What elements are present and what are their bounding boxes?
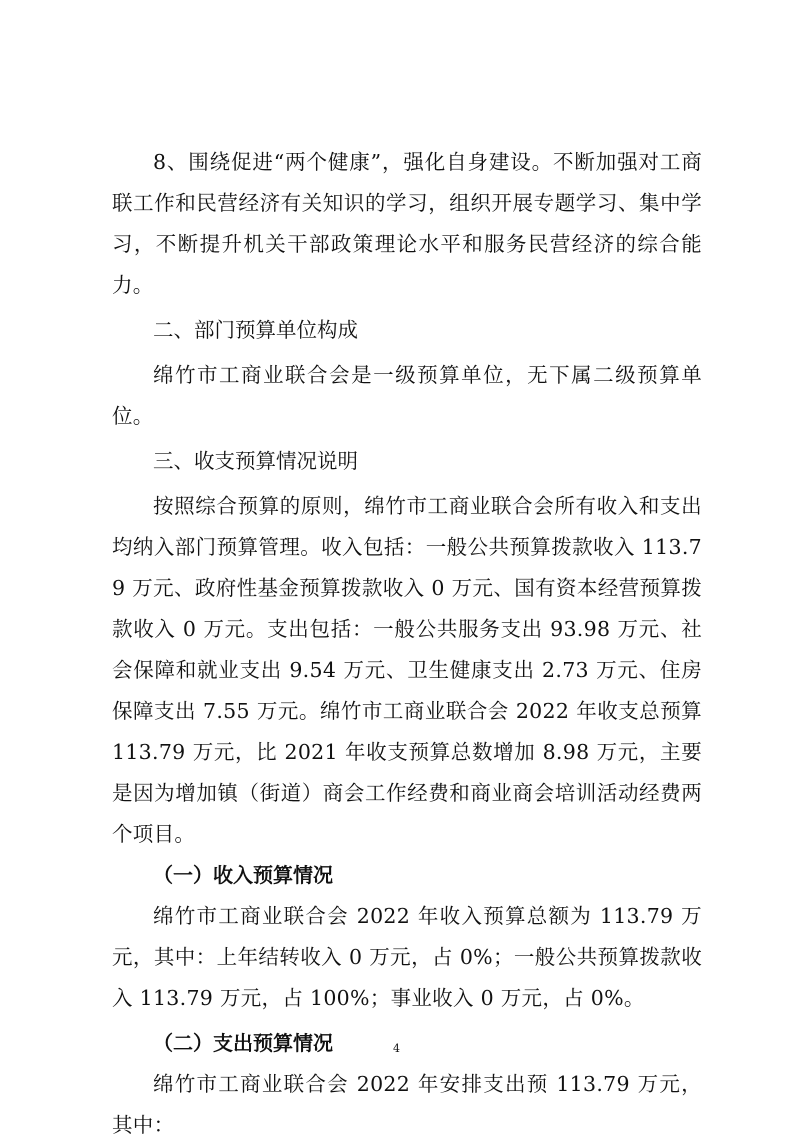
page-number: 4 — [393, 1042, 400, 1055]
subheading-expense-budget: （二）支出预算情况 — [153, 1031, 333, 1055]
paragraph-budget-units: 绵竹市工商业联合会是一级预算单位，无下属二级预算单位。 — [112, 363, 702, 428]
section-heading-budget-units: 二、部门预算单位构成 — [153, 318, 358, 342]
section-heading-budget-explanation: 三、收支预算情况说明 — [153, 449, 358, 473]
document-body — [112, 142, 702, 1146]
subheading-income-budget: （一）收入预算情况 — [153, 863, 333, 887]
paragraph-item-8: 8、围绕促进“两个健康”，强化自身建设。不断加强对工商联工作和民营经济有关知识的学习，组织开展专题学习、集中学习，不断提升机关干部政策理论水平和服务民营经济的综合能力。 — [112, 150, 702, 297]
paragraph-expense-budget: 绵竹市工商业联合会 2022 年安排支出预 113.79 万元，其中： — [112, 1072, 702, 1137]
paragraph-income-budget: 绵竹市工商业联合会 2022 年收入预算总额为 113.79 万元，其中：上年结转收入 0 万元，占 0%；一般公共预算拨款收入 113.79 万元，占 100%；事业收入 0 万元，占 0%。 — [112, 904, 702, 1010]
paragraph-budget-overview: 按照综合预算的原则，绵竹市工商业联合会所有收入和支出均纳入部门预算管理。收入包括：一般公共预算拨款收入 113.79 万元、政府性基金预算拨款收入 0 万元、国有资本经营预算拨款收入 0 万元。支出包括：一般公共服务支出 93.98 万元、社会保障和就业支出 9.54 万元、卫生健康支出 2.73 万元、住房保障支出 7.55 万元。绵竹市工商业联合会 2022 年收支总预算 113.79 万元，比 2021 年收支预算总数增加 8.98 万元，主要是因为增加镇（街道）商会工作经费和商业商会培训活动经费两个项目。 — [112, 494, 702, 846]
